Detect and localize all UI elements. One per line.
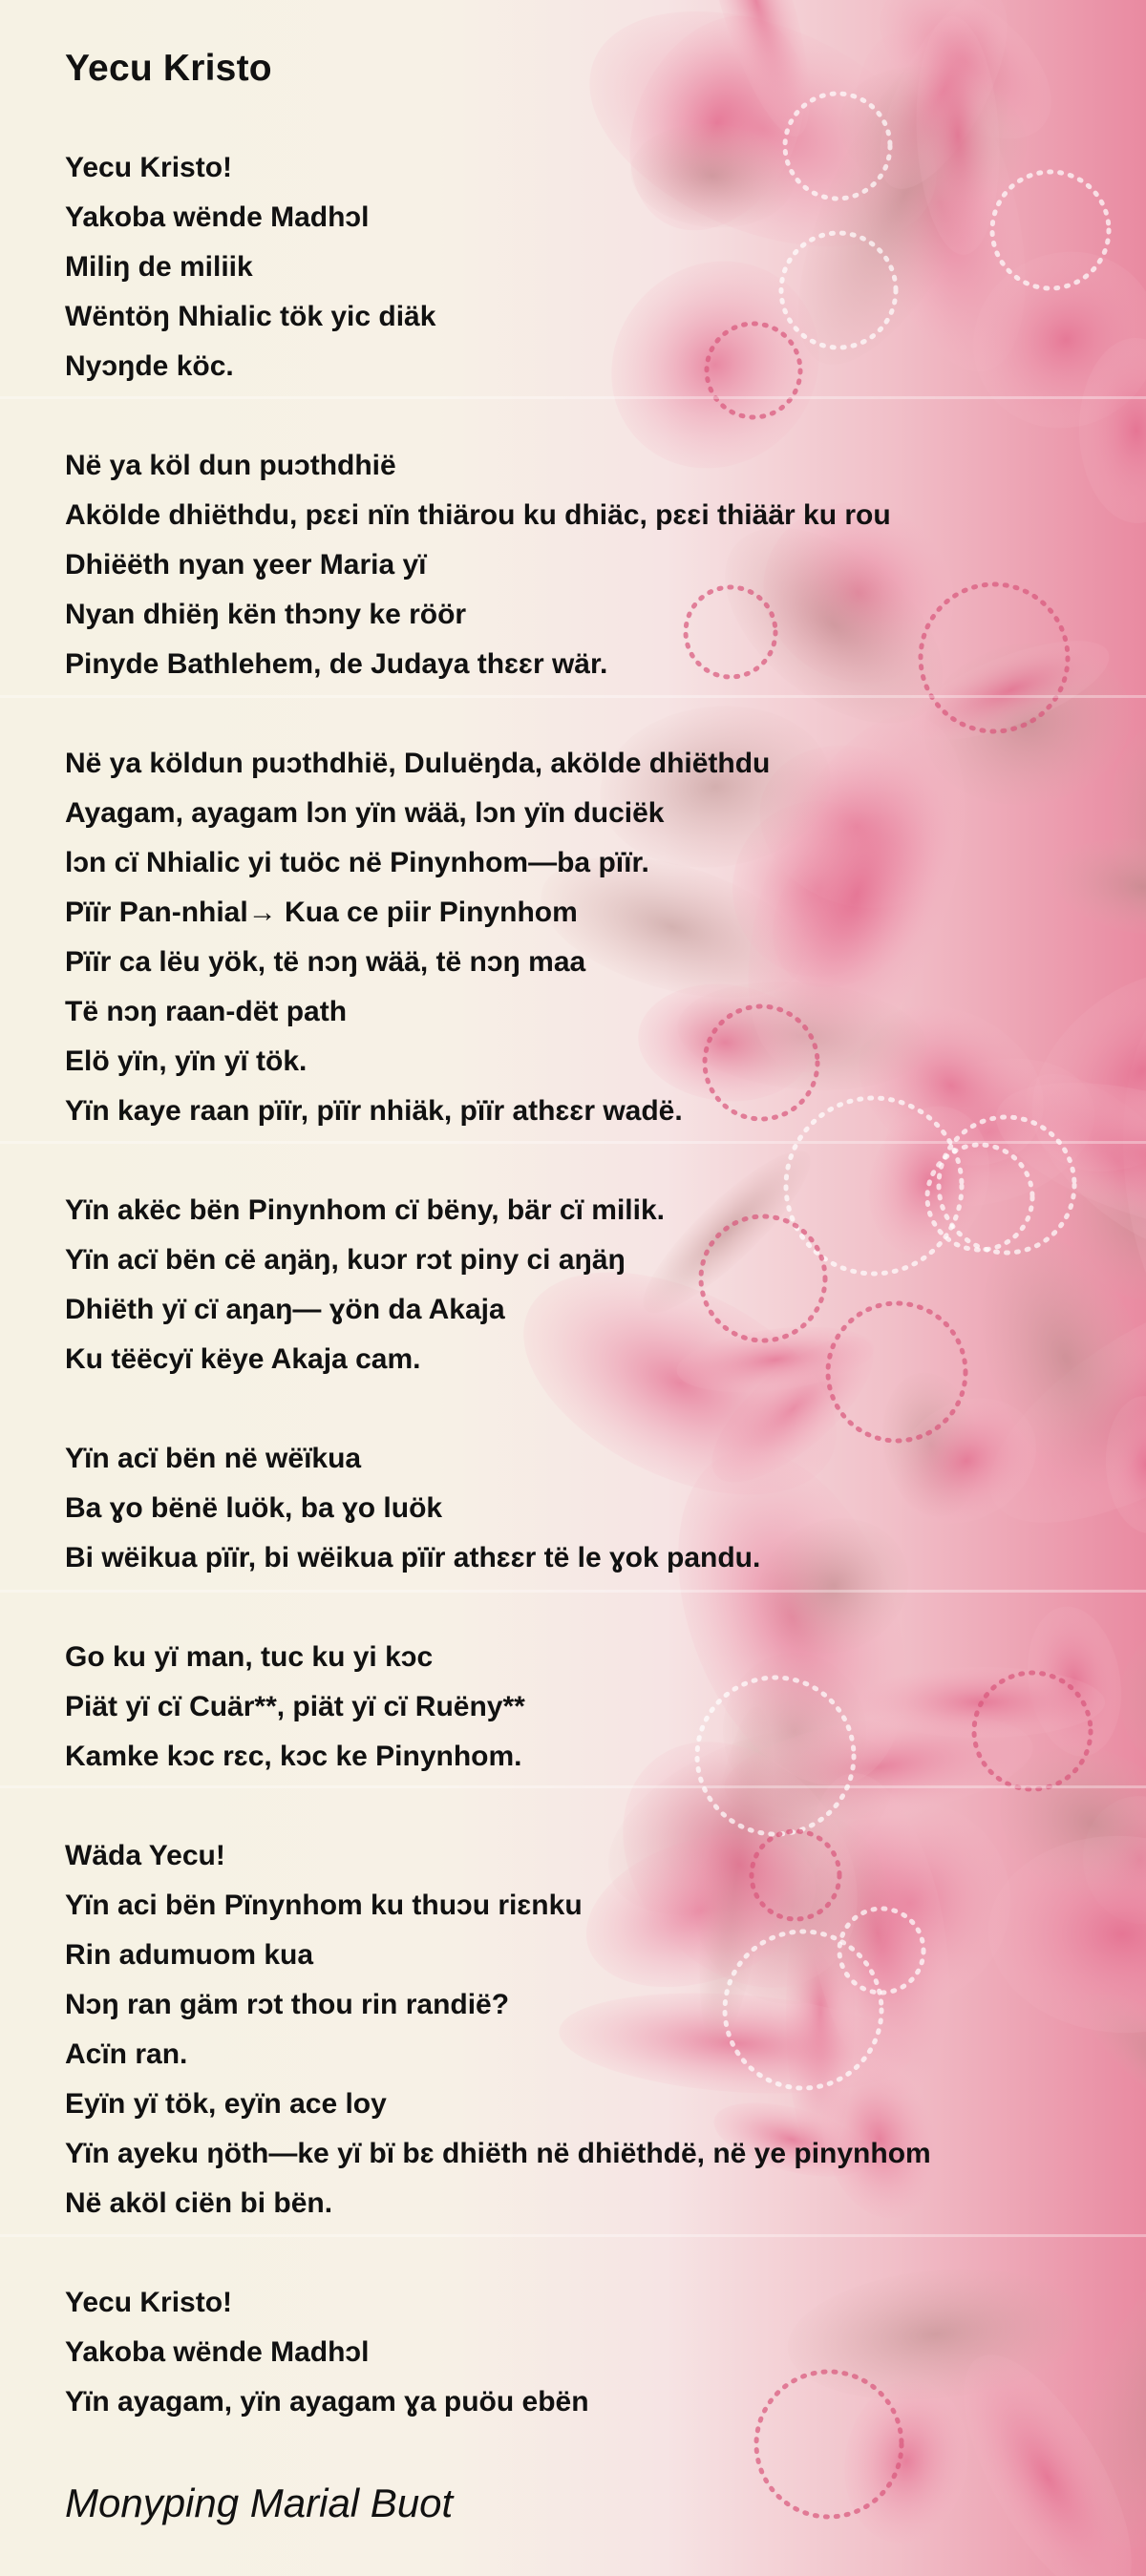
poem-line: Pïïr Pan-nhial→ Kua ce piir Pinynhom: [65, 897, 578, 928]
stanza: [65, 1186, 1115, 1384]
stanza-gap: [65, 1136, 1115, 1186]
poem-line: Yecu Kristo!: [65, 152, 233, 183]
stanza: [65, 2278, 1115, 2427]
poem-line: Të nɔŋ raan-dët path: [65, 996, 348, 1027]
poem-line: Nyɔŋde köc.: [65, 350, 234, 382]
stanza: [65, 1633, 1115, 1782]
poem-line: Pinyde Bathlehem, de Judaya thɛɛr wär.: [65, 648, 608, 680]
poem-line: Nɔŋ ran gäm rɔt thou rin randië?: [65, 1989, 510, 2020]
poem-line: Pïïr ca lëu yök, të nɔŋ wää, të nɔŋ maa: [65, 946, 586, 978]
poem-line: Në aköl ciën bi bën.: [65, 2187, 333, 2219]
poem-line: Në ya köl dun puɔthdhië: [65, 450, 396, 481]
poem-line: Ba ɣo bënë luök, ba ɣo luök: [65, 1492, 443, 1524]
poem-line: Yïn acï bën në wëïkua: [65, 1443, 362, 1474]
stanza-gap: [65, 391, 1115, 441]
poem-line: Dhiëëth nyan ɣeer Maria yï: [65, 549, 427, 581]
poem-line: Rin adumuom kua: [65, 1939, 314, 1971]
poem-line: Yïn akëc bën Pinynhom cï bëny, bär cï milik.: [65, 1194, 665, 1226]
stanza-gap: [65, 2228, 1115, 2278]
poem-line: Kamke kɔc rɛc, kɔc ke Pinynhom.: [65, 1741, 522, 1772]
stanza: [65, 143, 1115, 391]
stanza-gap: [65, 1384, 1115, 1434]
poem-line: Nyan dhiëŋ kën thɔny ke röör: [65, 599, 467, 630]
poem-line: Go ku yï man, tuc ku yi kɔc: [65, 1641, 434, 1673]
poem-line: Akölde dhiëthdu, pɛɛi nïn thiärou ku dhiäc, pɛɛi thiäär ku rou: [65, 499, 891, 531]
poem-line: Në ya köldun puɔthdhië, Duluëŋda, akölde dhiëthdu: [65, 748, 771, 779]
poem-line: Yakoba wënde Madhɔl: [65, 201, 370, 233]
poem-line: Yïn aci bën Pïnynhom ku thuɔu riɛnku: [65, 1890, 583, 1921]
poem-body: [65, 143, 1115, 2427]
poem-line: Yecu Kristo!: [65, 2287, 233, 2318]
poem-line: Miliŋ de miliik: [65, 251, 253, 283]
stanza-gap: [65, 689, 1115, 739]
poem-line: Wäda Yecu!: [65, 1840, 225, 1871]
poem-line: Eyïn yï tök, eyïn ace loy: [65, 2088, 387, 2120]
poem-line: Yakoba wënde Madhɔl: [65, 2336, 370, 2368]
poem-line: Elö yïn, yïn yï tök.: [65, 1045, 308, 1077]
poem-title: Yecu Kristo: [65, 48, 272, 89]
poem-line: Piät yï cï Cuär**, piät yï cï Ruëny**: [65, 1691, 525, 1722]
poem-line: Wëntöŋ Nhialic tök yic diäk: [65, 301, 436, 332]
poem-line: Ku tëëcyï këye Akaja cam.: [65, 1343, 421, 1375]
poem-line: Yïn acï bën cë aŋäŋ, kuɔr rɔt piny ci aŋäŋ: [65, 1244, 626, 1276]
poem-author: Monyping Marial Buot: [65, 2481, 454, 2525]
stanza: [65, 1831, 1115, 2228]
stanza: [65, 1434, 1115, 1583]
poem-line: Dhiëth yï cï aŋaŋ— ɣön da Akaja: [65, 1294, 505, 1325]
poem-line: Acïn ran.: [65, 2038, 188, 2070]
poem-line: Ayagam, ayagam lɔn yïn wää, lɔn yïn duciëk: [65, 797, 665, 829]
stanza: [65, 441, 1115, 689]
poem-line: Bi wëikua pïïr, bi wëikua pïïr athɛɛr të le ɣok pandu.: [65, 1542, 761, 1573]
stanza-gap: [65, 1583, 1115, 1633]
poem-line: Yïn kaye raan pïïr, pïïr nhiäk, pïïr athɛɛr wadë.: [65, 1095, 683, 1127]
poem-line: lɔn cï Nhialic yi tuöc në Pinynhom—ba pïïr.: [65, 847, 649, 878]
stanza-gap: [65, 1782, 1115, 1831]
poem-line: Yïn ayagam, yïn ayagam ɣa puöu ebën: [65, 2386, 589, 2418]
poem-line: Yïn ayeku ŋöth—ke yï bï bɛ dhiëth në dhiëthdë, në ye pinynhom: [65, 2138, 931, 2169]
stanza: [65, 739, 1115, 1136]
